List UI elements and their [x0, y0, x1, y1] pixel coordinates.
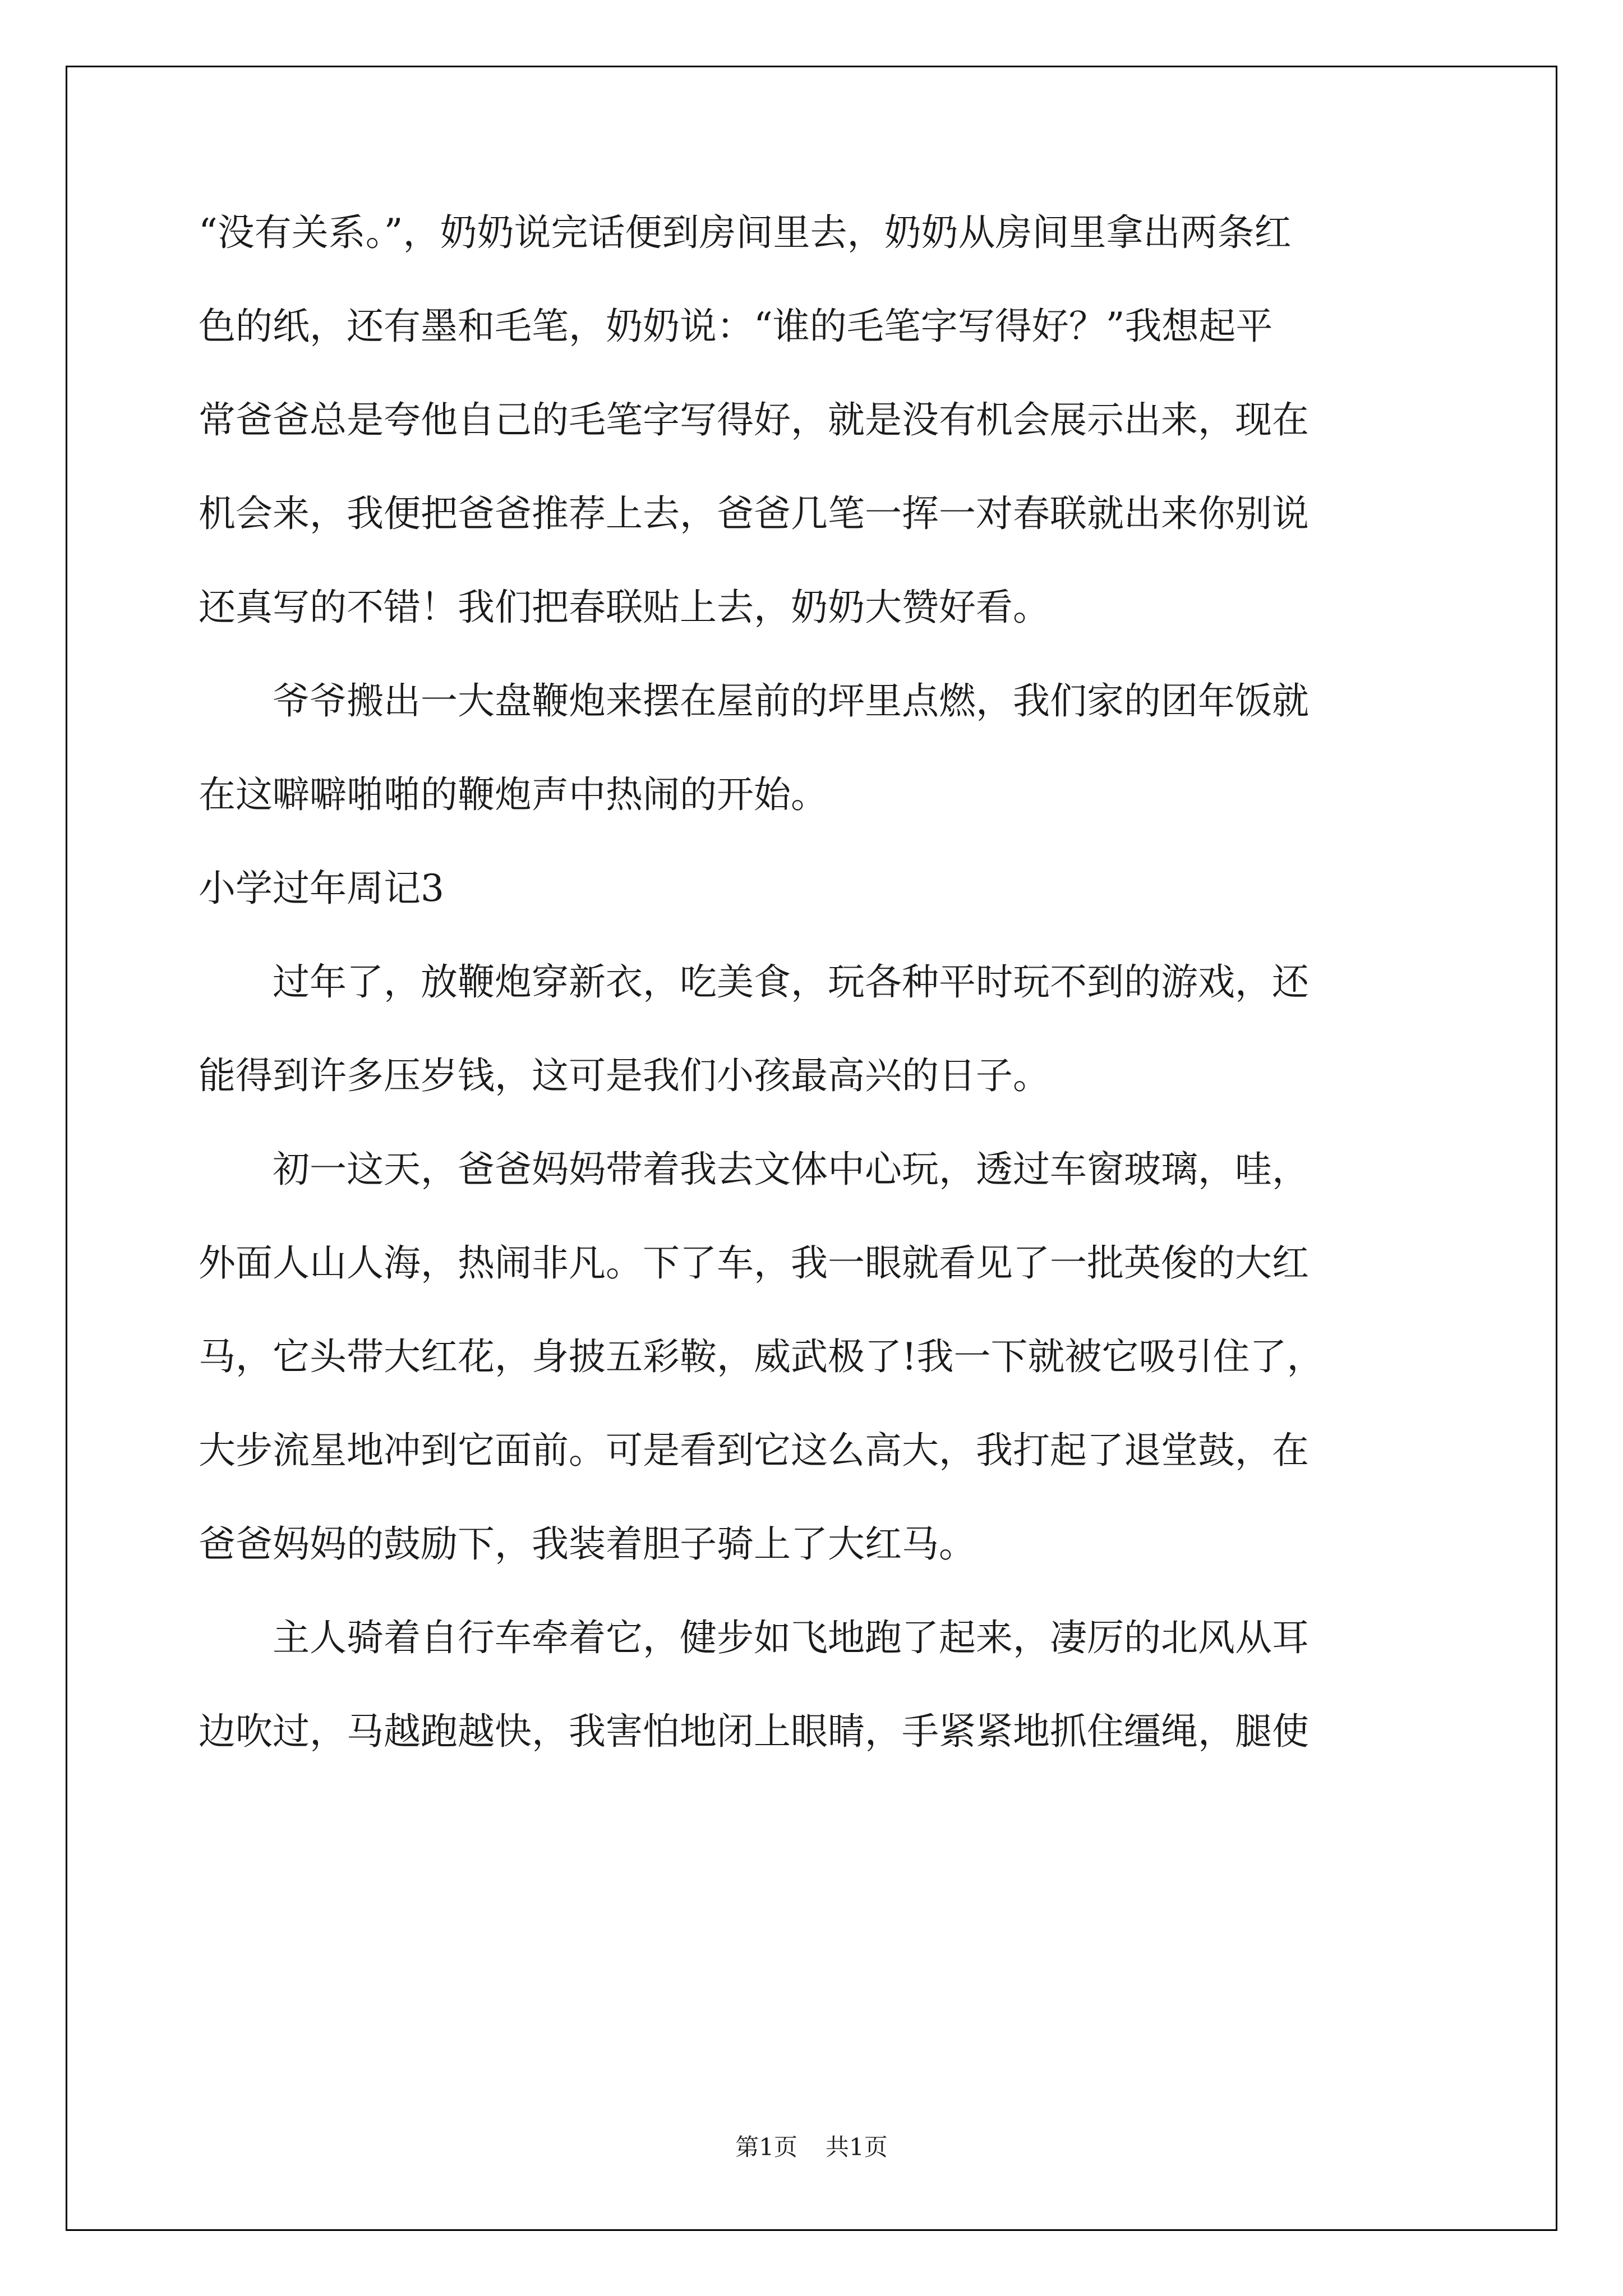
section-heading: 小学过年周记3	[199, 867, 444, 910]
text-line: 初一这天，爸爸妈妈带着我去文体中心玩，透过车窗玻璃，哇，	[199, 1148, 1309, 1191]
page-number: 第1页	[735, 2133, 797, 2161]
text-line: 在这噼噼啪啪的鞭炮声中热闹的开始。	[199, 773, 828, 816]
text-line: 爸爸妈妈的鼓励下，我装着胆子骑上了大红马。	[199, 1522, 976, 1566]
text-line: 过年了，放鞭炮穿新衣，吃美食，玩各种平时玩不到的游戏，还	[199, 960, 1309, 1004]
text-line: “没有关系。”，奶奶说完话便到房间里去，奶奶从房间里拿出两条红	[199, 211, 1292, 254]
text-line: 爷爷搬出一大盘鞭炮来摆在屋前的坪里点燃，我们家的团年饭就	[199, 679, 1309, 723]
text-line: 边吹过，马越跑越快，我害怕地闭上眼睛，手紧紧地抓住缰绳，腿使	[199, 1710, 1309, 1753]
text-line: 色的纸，还有墨和毛笔，奶奶说：“谁的毛笔字写得好？”我想起平	[199, 305, 1273, 348]
text-line: 机会来，我便把爸爸推荐上去，爸爸几笔一挥一对春联就出来你别说	[199, 492, 1309, 535]
text-line: 还真写的不错！我们把春联贴上去，奶奶大赞好看。	[199, 586, 1050, 629]
page-total: 共1页	[826, 2133, 888, 2161]
text-line: 马，它头带大红花，身披五彩鞍，威武极了!我一下就被它吸引住了，	[199, 1335, 1324, 1378]
text-line: 常爸爸总是夸他自己的毛笔字写得好，就是没有机会展示出来，现在	[199, 398, 1309, 441]
text-line: 外面人山人海，热闹非凡。下了车，我一眼就看见了一批英俊的大红	[199, 1241, 1309, 1285]
text-line: 大步流星地冲到它面前。可是看到它这么高大，我打起了退堂鼓，在	[199, 1429, 1309, 1472]
text-line: 能得到许多压岁钱，这可是我们小孩最高兴的日子。	[199, 1054, 1050, 1097]
text-line: 主人骑着自行车牵着它，健步如飞地跑了起来，凄厉的北风从耳	[199, 1616, 1309, 1659]
page-footer	[0, 2129, 1623, 2162]
